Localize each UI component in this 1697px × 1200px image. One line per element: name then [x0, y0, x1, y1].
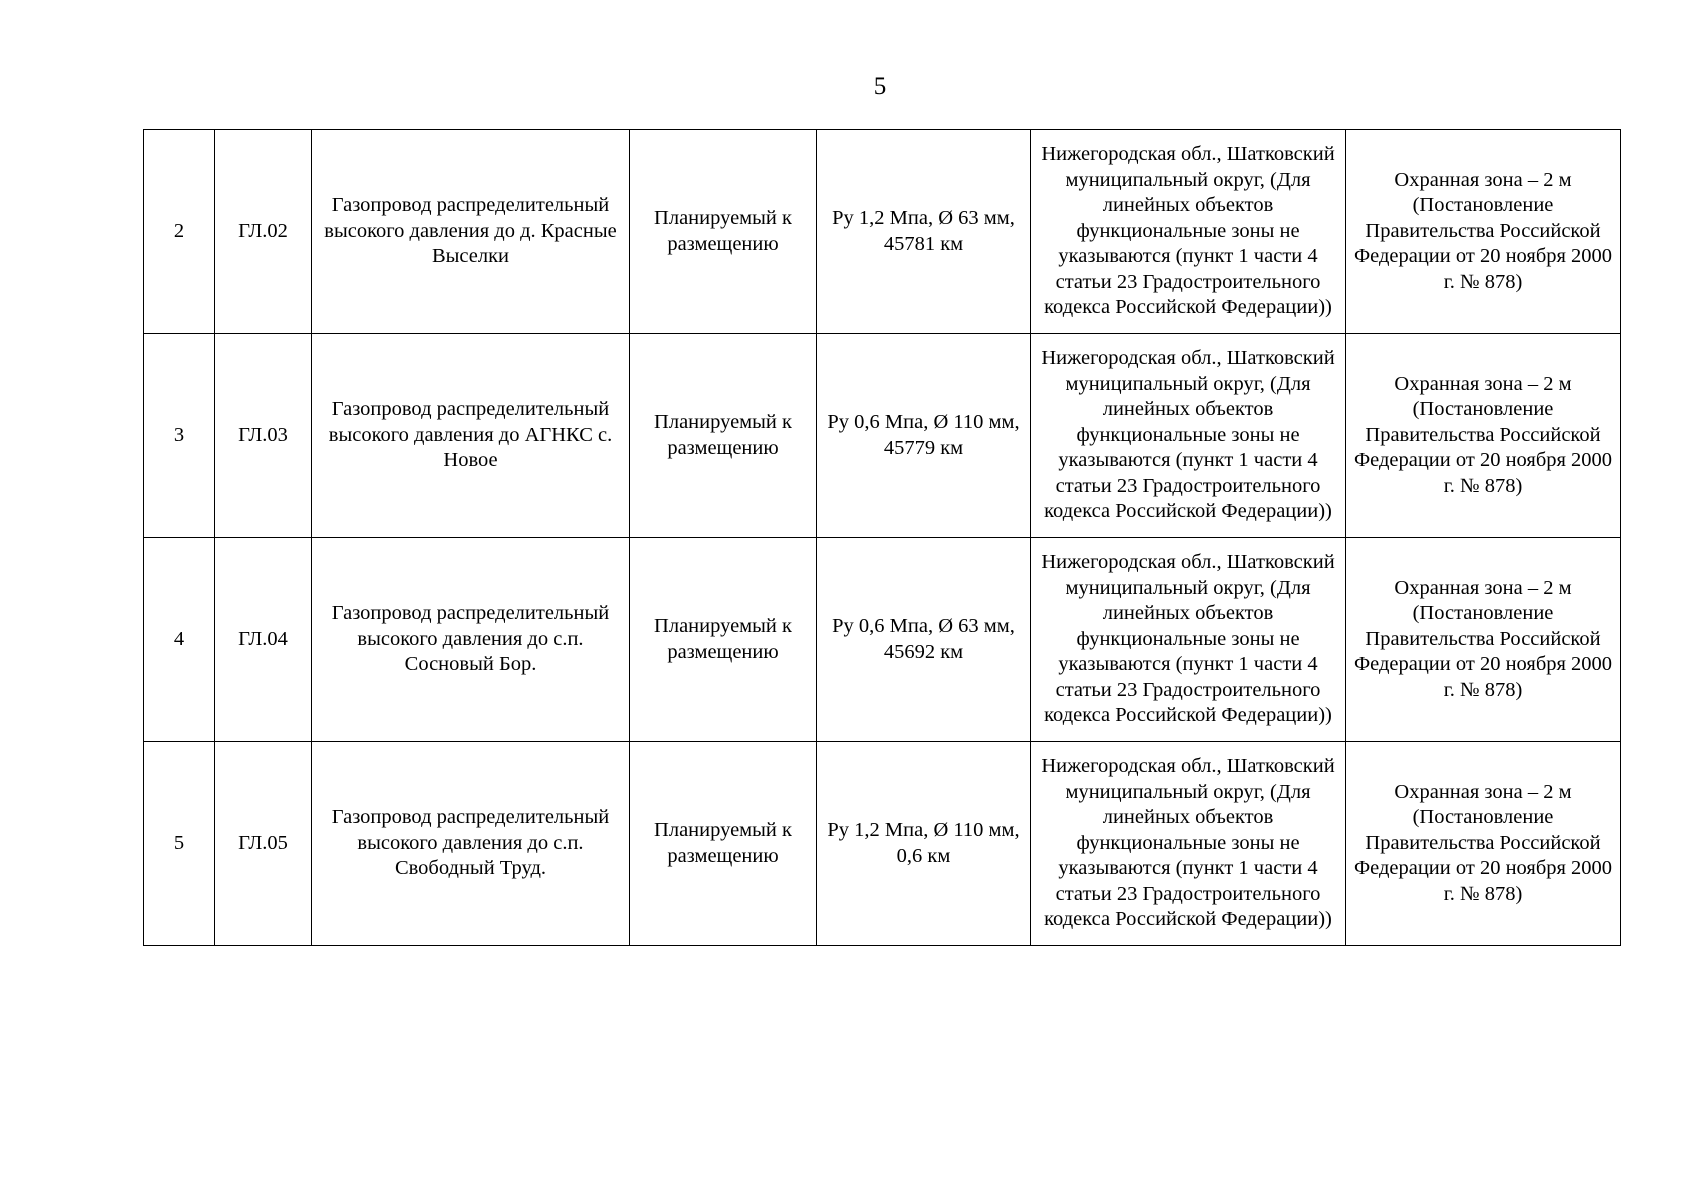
object-location-cell: Нижегородская обл., Шатковский муниципальный округ, (Для линейных объектов функциональные зоны не указываются (пункт 1 части 4 статьи 23 Градостроительного кодекса Российской Федерации))	[1031, 334, 1346, 538]
table-row	[144, 538, 1621, 742]
object-params-cell: Ру 0,6 Мпа, Ø 63 мм, 45692 км	[817, 538, 1031, 742]
object-name-cell: Газопровод распределительный высокого давления до д. Красные Выселки	[312, 130, 630, 334]
row-number-cell: 2	[144, 130, 215, 334]
row-number-cell: 4	[144, 538, 215, 742]
objects-table	[143, 129, 1621, 946]
table-row	[144, 130, 1621, 334]
object-params-cell: Ру 0,6 Мпа, Ø 110 мм, 45779 км	[817, 334, 1031, 538]
object-status-cell: Планируемый к размещению	[630, 334, 817, 538]
object-code-cell: ГЛ.03	[215, 334, 312, 538]
object-zone-cell: Охранная зона – 2 м (Постановление Правительства Российской Федерации от 20 ноября 2000 г. № 878)	[1346, 742, 1621, 946]
object-code-cell: ГЛ.05	[215, 742, 312, 946]
object-code-cell: ГЛ.04	[215, 538, 312, 742]
table-row	[144, 334, 1621, 538]
object-params-cell: Ру 1,2 Мпа, Ø 110 мм, 0,6 км	[817, 742, 1031, 946]
object-status-cell: Планируемый к размещению	[630, 130, 817, 334]
object-zone-cell: Охранная зона – 2 м (Постановление Правительства Российской Федерации от 20 ноября 2000 г. № 878)	[1346, 538, 1621, 742]
object-zone-cell: Охранная зона – 2 м (Постановление Правительства Российской Федерации от 20 ноября 2000 г. № 878)	[1346, 334, 1621, 538]
object-params-cell: Ру 1,2 Мпа, Ø 63 мм, 45781 км	[817, 130, 1031, 334]
object-location-cell: Нижегородская обл., Шатковский муниципальный округ, (Для линейных объектов функциональные зоны не указываются (пункт 1 части 4 статьи 23 Градостроительного кодекса Российской Федерации))	[1031, 130, 1346, 334]
object-zone-cell: Охранная зона – 2 м (Постановление Правительства Российской Федерации от 20 ноября 2000 г. № 878)	[1346, 130, 1621, 334]
row-number-cell: 5	[144, 742, 215, 946]
object-name-cell: Газопровод распределительный высокого давления до с.п. Сосновый Бор.	[312, 538, 630, 742]
object-status-cell: Планируемый к размещению	[630, 538, 817, 742]
object-name-cell: Газопровод распределительный высокого давления до с.п. Свободный Труд.	[312, 742, 630, 946]
object-name-cell: Газопровод распределительный высокого давления до АГНКС с. Новое	[312, 334, 630, 538]
object-status-cell: Планируемый к размещению	[630, 742, 817, 946]
row-number-cell: 3	[144, 334, 215, 538]
page-number: 5	[873, 73, 887, 100]
table-row	[144, 742, 1621, 946]
object-code-cell: ГЛ.02	[215, 130, 312, 334]
object-location-cell: Нижегородская обл., Шатковский муниципальный округ, (Для линейных объектов функциональные зоны не указываются (пункт 1 части 4 статьи 23 Градостроительного кодекса Российской Федерации))	[1031, 742, 1346, 946]
object-location-cell: Нижегородская обл., Шатковский муниципальный округ, (Для линейных объектов функциональные зоны не указываются (пункт 1 части 4 статьи 23 Градостроительного кодекса Российской Федерации))	[1031, 538, 1346, 742]
